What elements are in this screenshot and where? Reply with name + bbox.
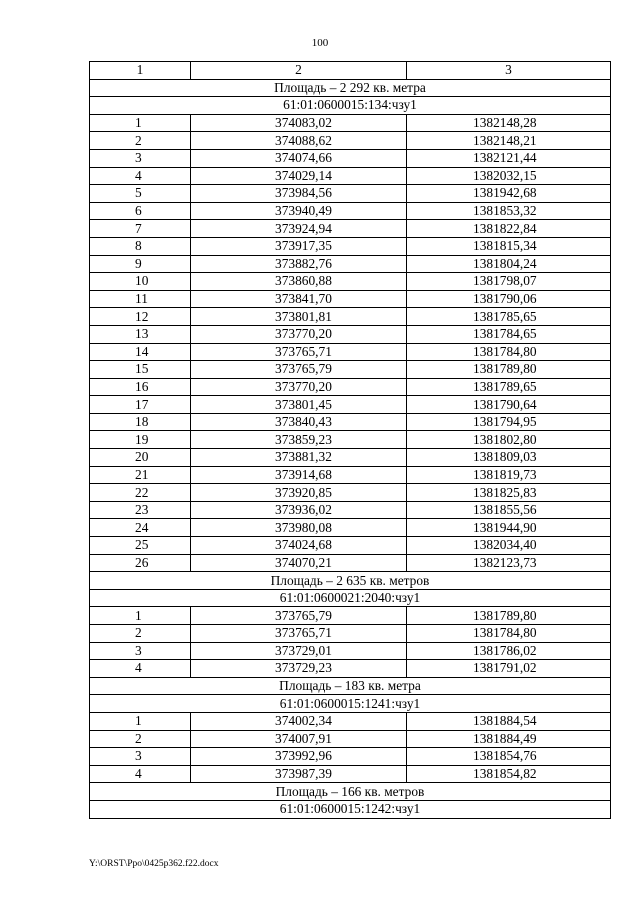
point-number-cell: 1 (90, 114, 191, 132)
table-row (90, 712, 611, 730)
page-number: 100 (311, 37, 329, 49)
table-row (90, 625, 611, 643)
table-row (90, 185, 611, 203)
x-coordinate-cell: 373914,68 (191, 466, 407, 484)
x-coordinate-cell: 373882,76 (191, 255, 407, 273)
point-number-cell: 2 (90, 625, 191, 643)
y-coordinate-cell: 1381854,82 (407, 765, 611, 783)
area-row (90, 572, 611, 590)
area-label: Площадь – 2 635 кв. метров (90, 572, 611, 590)
point-number-cell: 5 (90, 185, 191, 203)
x-coordinate-cell: 374074,66 (191, 149, 407, 167)
x-coordinate-cell: 373859,23 (191, 431, 407, 449)
table-row (90, 730, 611, 748)
header-cell-point: 1 (90, 62, 191, 80)
y-coordinate-cell: 1381822,84 (407, 220, 611, 238)
y-coordinate-cell: 1381798,07 (407, 273, 611, 291)
point-number-cell: 4 (90, 660, 191, 678)
area-row (90, 677, 611, 695)
point-number-cell: 20 (90, 449, 191, 467)
point-number-cell: 24 (90, 519, 191, 537)
x-coordinate-cell: 373729,23 (191, 660, 407, 678)
area-row (90, 79, 611, 97)
x-coordinate-cell: 373881,32 (191, 449, 407, 467)
y-coordinate-cell: 1381784,80 (407, 343, 611, 361)
x-coordinate-cell: 374002,34 (191, 712, 407, 730)
y-coordinate-cell: 1381853,32 (407, 202, 611, 220)
y-coordinate-cell: 1381804,24 (407, 255, 611, 273)
area-label: Площадь – 183 кв. метра (90, 677, 611, 695)
y-coordinate-cell: 1381815,34 (407, 237, 611, 255)
y-coordinate-cell: 1381942,68 (407, 185, 611, 203)
x-coordinate-cell: 373984,56 (191, 185, 407, 203)
header-row (90, 62, 611, 80)
cadastral-row (90, 695, 611, 713)
point-number-cell: 14 (90, 343, 191, 361)
point-number-cell: 23 (90, 501, 191, 519)
y-coordinate-cell: 1381786,02 (407, 642, 611, 660)
y-coordinate-cell: 1381884,49 (407, 730, 611, 748)
table-row (90, 396, 611, 414)
y-coordinate-cell: 1381790,64 (407, 396, 611, 414)
x-coordinate-cell: 373924,94 (191, 220, 407, 238)
x-coordinate-cell: 374029,14 (191, 167, 407, 185)
y-coordinate-cell: 1382148,21 (407, 132, 611, 150)
table-row (90, 765, 611, 783)
x-coordinate-cell: 373860,88 (191, 273, 407, 291)
cadastral-row (90, 800, 611, 818)
point-number-cell: 3 (90, 642, 191, 660)
point-number-cell: 13 (90, 325, 191, 343)
point-number-cell: 15 (90, 361, 191, 379)
x-coordinate-cell: 374083,02 (191, 114, 407, 132)
x-coordinate-cell: 373936,02 (191, 501, 407, 519)
area-row (90, 783, 611, 801)
y-coordinate-cell: 1381802,80 (407, 431, 611, 449)
point-number-cell: 3 (90, 149, 191, 167)
x-coordinate-cell: 374088,62 (191, 132, 407, 150)
table-row (90, 413, 611, 431)
y-coordinate-cell: 1382121,44 (407, 149, 611, 167)
point-number-cell: 3 (90, 748, 191, 766)
y-coordinate-cell: 1381784,80 (407, 625, 611, 643)
point-number-cell: 12 (90, 308, 191, 326)
point-number-cell: 11 (90, 290, 191, 308)
point-number-cell: 4 (90, 167, 191, 185)
table-row (90, 748, 611, 766)
x-coordinate-cell: 374007,91 (191, 730, 407, 748)
y-coordinate-cell: 1381855,56 (407, 501, 611, 519)
cadastral-row (90, 97, 611, 115)
x-coordinate-cell: 373765,71 (191, 625, 407, 643)
y-coordinate-cell: 1382034,40 (407, 537, 611, 555)
table-row (90, 660, 611, 678)
point-number-cell: 8 (90, 237, 191, 255)
table-row (90, 519, 611, 537)
y-coordinate-cell: 1381819,73 (407, 466, 611, 484)
y-coordinate-cell: 1381794,95 (407, 413, 611, 431)
y-coordinate-cell: 1381809,03 (407, 449, 611, 467)
table-row (90, 466, 611, 484)
y-coordinate-cell: 1381789,80 (407, 607, 611, 625)
cadastral-number: 61:01:0600015:1242:чзу1 (90, 800, 611, 818)
table-row (90, 378, 611, 396)
point-number-cell: 10 (90, 273, 191, 291)
point-number-cell: 2 (90, 730, 191, 748)
table-row (90, 308, 611, 326)
point-number-cell: 7 (90, 220, 191, 238)
x-coordinate-cell: 373992,96 (191, 748, 407, 766)
y-coordinate-cell: 1381789,65 (407, 378, 611, 396)
y-coordinate-cell: 1381944,90 (407, 519, 611, 537)
y-coordinate-cell: 1381789,80 (407, 361, 611, 379)
y-coordinate-cell: 1382123,73 (407, 554, 611, 572)
table-row (90, 449, 611, 467)
table-row (90, 149, 611, 167)
coordinates-table-body (90, 62, 611, 819)
x-coordinate-cell: 373770,20 (191, 325, 407, 343)
table-row (90, 431, 611, 449)
table-row (90, 220, 611, 238)
cadastral-number: 61:01:0600015:134:чзу1 (90, 97, 611, 115)
x-coordinate-cell: 373770,20 (191, 378, 407, 396)
table-row (90, 361, 611, 379)
y-coordinate-cell: 1382032,15 (407, 167, 611, 185)
table-row (90, 537, 611, 555)
point-number-cell: 18 (90, 413, 191, 431)
area-label: Площадь – 2 292 кв. метра (90, 79, 611, 97)
cadastral-number: 61:01:0600015:1241:чзу1 (90, 695, 611, 713)
header-cell-x: 2 (191, 62, 407, 80)
table-row (90, 325, 611, 343)
table-row (90, 202, 611, 220)
y-coordinate-cell: 1381884,54 (407, 712, 611, 730)
point-number-cell: 26 (90, 554, 191, 572)
x-coordinate-cell: 373801,81 (191, 308, 407, 326)
x-coordinate-cell: 374070,21 (191, 554, 407, 572)
table-row (90, 255, 611, 273)
table-row (90, 343, 611, 361)
point-number-cell: 22 (90, 484, 191, 502)
x-coordinate-cell: 373840,43 (191, 413, 407, 431)
cadastral-number: 61:01:0600021:2040:чзу1 (90, 589, 611, 607)
footer-file-path: Y:\ORST\Ppo\0425p362.f22.docx (89, 859, 219, 869)
point-number-cell: 1 (90, 712, 191, 730)
y-coordinate-cell: 1381854,76 (407, 748, 611, 766)
table-row (90, 642, 611, 660)
point-number-cell: 16 (90, 378, 191, 396)
area-label: Площадь – 166 кв. метров (90, 783, 611, 801)
point-number-cell: 17 (90, 396, 191, 414)
table-row (90, 114, 611, 132)
point-number-cell: 1 (90, 607, 191, 625)
y-coordinate-cell: 1381785,65 (407, 308, 611, 326)
table-row (90, 167, 611, 185)
x-coordinate-cell: 373801,45 (191, 396, 407, 414)
point-number-cell: 21 (90, 466, 191, 484)
x-coordinate-cell: 373980,08 (191, 519, 407, 537)
point-number-cell: 25 (90, 537, 191, 555)
point-number-cell: 2 (90, 132, 191, 150)
x-coordinate-cell: 374024,68 (191, 537, 407, 555)
table-row (90, 132, 611, 150)
point-number-cell: 4 (90, 765, 191, 783)
x-coordinate-cell: 373729,01 (191, 642, 407, 660)
table-row (90, 273, 611, 291)
header-cell-y: 3 (407, 62, 611, 80)
y-coordinate-cell: 1381825,83 (407, 484, 611, 502)
table-row (90, 501, 611, 519)
cadastral-row (90, 589, 611, 607)
coordinates-table (89, 61, 611, 819)
point-number-cell: 6 (90, 202, 191, 220)
table-row (90, 607, 611, 625)
table-row (90, 554, 611, 572)
x-coordinate-cell: 373940,49 (191, 202, 407, 220)
x-coordinate-cell: 373765,79 (191, 607, 407, 625)
table-row (90, 484, 611, 502)
x-coordinate-cell: 373917,35 (191, 237, 407, 255)
table-row (90, 290, 611, 308)
point-number-cell: 9 (90, 255, 191, 273)
point-number-cell: 19 (90, 431, 191, 449)
x-coordinate-cell: 373987,39 (191, 765, 407, 783)
table-row (90, 237, 611, 255)
x-coordinate-cell: 373920,85 (191, 484, 407, 502)
y-coordinate-cell: 1382148,28 (407, 114, 611, 132)
x-coordinate-cell: 373765,79 (191, 361, 407, 379)
x-coordinate-cell: 373841,70 (191, 290, 407, 308)
x-coordinate-cell: 373765,71 (191, 343, 407, 361)
y-coordinate-cell: 1381791,02 (407, 660, 611, 678)
y-coordinate-cell: 1381784,65 (407, 325, 611, 343)
y-coordinate-cell: 1381790,06 (407, 290, 611, 308)
